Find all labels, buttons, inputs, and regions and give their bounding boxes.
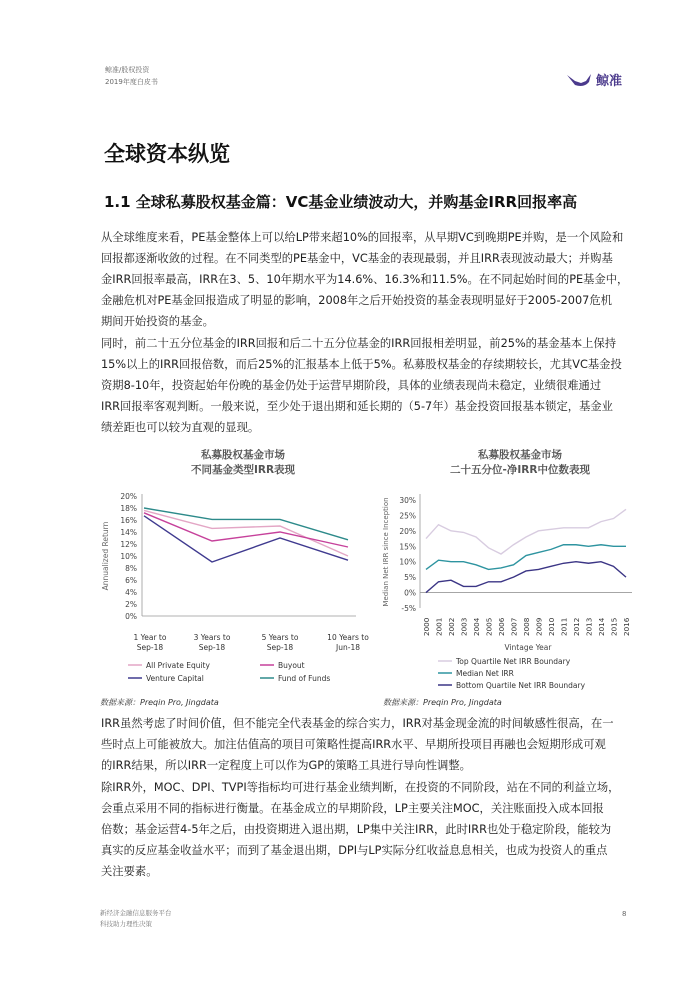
- y-tick-label: 8%: [125, 564, 137, 573]
- y-tick-label: 6%: [125, 576, 137, 585]
- y-tick-label: 5%: [404, 573, 416, 583]
- header-line1: 鲸准/股权投资: [105, 66, 150, 74]
- x-tick-label: 2002: [447, 617, 456, 636]
- x-tick-label: 2000: [422, 617, 431, 636]
- x-tick-label: 2012: [572, 617, 581, 636]
- y-tick-label: 4%: [125, 588, 137, 597]
- text-line: 同时，前二十五分位基金的IRR回报和后二十五分位基金的IRR回报相差明显，前25%的基金基本上保持: [101, 337, 617, 350]
- text-line: 15%以上的IRR回报倍数，而后25%的汇报基本上低于5%。私募股权基金的存续期较长，尤其VC基金投: [101, 358, 622, 371]
- document-footer: [100, 908, 172, 930]
- x-tick-label: 10 Years to: [327, 633, 369, 642]
- legend-label: Top Quartile Net IRR Boundary: [456, 657, 571, 666]
- text-line: 除IRR外，MOC、DPI、TVPI等指标均可进行基金业绩判断，在投资的不同阶段，站在不同的利益立场，: [101, 781, 620, 794]
- text-line: 真实的反应基金收益水平；而到了基金退出期，DPI与LP实际分红收益息息相关，也成为投资人的重点: [101, 844, 608, 857]
- x-tick-label: Sep-18: [266, 643, 294, 652]
- brand-logo: [566, 70, 622, 89]
- footer-line1: 新经济金融信息服务平台: [100, 909, 172, 917]
- paragraph-2: [101, 333, 636, 438]
- x-tick-label: 2003: [459, 617, 469, 636]
- legend-label: Median Net IRR: [456, 669, 514, 678]
- y-tick-label: 14%: [120, 528, 137, 537]
- x-tick-label: 2008: [522, 617, 531, 636]
- y-tick-label: 18%: [120, 504, 137, 513]
- text-line: 会重点采用不同的指标进行衡量。在基金成立的早期阶段，LP主要关注MOC，关注账面投入成本回报: [101, 802, 604, 815]
- text-line: 金IRR回报率最高，IRR在3、5、10年期水平为14.6%、16.3%和11.5%。在不同起始时间的PE基金中，: [101, 273, 629, 286]
- chart-left-title-line1: 私募股权基金市场: [201, 449, 285, 461]
- chart-right-source: 数据来源：Preqin Pro, Jingdata: [383, 698, 502, 707]
- x-tick-label: 1 Year to: [133, 633, 167, 642]
- y-tick-label: 12%: [120, 540, 137, 549]
- y-tick-label: 30%: [399, 496, 416, 505]
- x-axis-title: Vintage Year: [504, 643, 552, 652]
- series-line-all-private-equity: [144, 510, 348, 556]
- y-tick-label: 20%: [120, 492, 137, 501]
- series-line-top-quartile-net-irr-boundary: [426, 509, 626, 554]
- chart-left-source: 数据来源：Preqin Pro, Jingdata: [100, 698, 219, 707]
- text-line: 回报都逐渐收敛的过程。在不同类型的PE基金中，VC基金的表现最弱，并且IRR表现波动最大；并购基: [101, 252, 613, 265]
- y-tick-label: 16%: [120, 516, 137, 525]
- header-line2: 2019年度白皮书: [105, 78, 158, 86]
- paragraph-3: [101, 713, 636, 776]
- x-tick-label: 3 Years to: [193, 633, 231, 642]
- y-tick-label: 0%: [125, 612, 137, 621]
- y-tick-label: 10%: [120, 552, 137, 561]
- text-line: 绩差距也可以较为直观的显现。: [101, 421, 260, 434]
- chart-right-svg: [380, 444, 638, 696]
- x-tick-label: 2014: [597, 617, 606, 636]
- chart-left-svg: [98, 444, 383, 694]
- y-axis-title: Median Net IRR since Inception: [382, 497, 390, 607]
- text-line: IRR虽然考虑了时间价值，但不能完全代表基金的综合实力，IRR对基金现金流的时间敏感性很高，在一: [101, 717, 614, 730]
- y-tick-label: 10%: [399, 557, 416, 567]
- text-line: 金融危机对PE基金回报造成了明显的影响，2008年之后开始投资的基金表现明显好于2005-2007危机: [101, 294, 612, 307]
- chart-left-irr-by-fund-type: [98, 444, 383, 694]
- chart-right-quartile-irr: [380, 444, 638, 696]
- x-tick-label: 2006: [497, 617, 506, 636]
- y-tick-label: 0%: [404, 588, 416, 598]
- y-tick-label: 25%: [399, 511, 416, 521]
- series-line-bottom-quartile-net-irr-boundary: [426, 562, 626, 593]
- legend-label: All Private Equity: [146, 661, 210, 670]
- y-axis-title: Annualized Return: [101, 521, 110, 591]
- x-tick-label: 2011: [559, 617, 569, 636]
- document-header: [105, 64, 158, 88]
- x-tick-label: 2001: [434, 617, 444, 636]
- x-tick-label: 2016: [622, 617, 631, 636]
- series-line-fund-of-funds: [144, 508, 348, 540]
- y-tick-label: 20%: [399, 526, 416, 536]
- chart-left-title-line2: 不同基金类型IRR表现: [190, 464, 296, 476]
- chart-right-title-line1: 私募股权基金市场: [478, 449, 562, 461]
- series-line-venture-capital: [144, 516, 348, 562]
- x-tick-label: Sep-18: [198, 643, 226, 652]
- text-line: 些时点上可能被放大。加注估值高的项目可策略性提高IRR水平、早期所投项目再融也会短期形成可观: [101, 738, 606, 751]
- x-tick-label: Sep-18: [136, 643, 164, 652]
- y-tick-label: 15%: [399, 542, 416, 552]
- x-tick-label: 5 Years to: [261, 633, 299, 642]
- text-line: 倍数；基金运营4-5年之后，由投资期进入退出期，LP集中关注IRR，此时IRR也处于稳定阶段，能较为: [101, 823, 612, 836]
- text-line: 关注要素。: [101, 865, 158, 878]
- x-tick-label: 2005: [484, 617, 494, 636]
- subsection-title: 1.1 全球私募股权基金篇：VC基金业绩波动大，并购基金IRR回报率高: [104, 193, 578, 211]
- y-tick-label: 2%: [125, 600, 137, 609]
- text-line: IRR回报率客观判断。一般来说，至少处于退出期和延长期的（5-7年）基金投资回报基本锁定，基金业: [101, 400, 613, 413]
- section-title: 全球资本纵览: [104, 142, 230, 166]
- legend-label: Venture Capital: [146, 674, 204, 683]
- text-line: 期间开始投资的基金。: [101, 315, 214, 328]
- series-line-median-net-irr: [426, 545, 626, 570]
- page-number: 8: [622, 910, 627, 918]
- paragraph-1: [101, 227, 636, 332]
- x-tick-label: 2007: [509, 617, 519, 636]
- whale-logo-icon: [566, 72, 592, 88]
- paragraph-4: [101, 777, 636, 882]
- footer-line2: 科技助力理性决策: [100, 920, 152, 928]
- text-line: 从全球维度来看，PE基金整体上可以给LP带来超10%的回报率，从早期VC到晚期PE并购，是一个风险和: [101, 231, 624, 244]
- x-tick-label: Jun-18: [336, 643, 360, 652]
- text-line: 的IRR结果，所以IRR一定程度上可以作为GP的策略工具进行导向性调整。: [101, 759, 471, 772]
- x-tick-label: 2009: [534, 617, 544, 636]
- text-line: 资期8-10年，投资起始年份晚的基金仍处于运营早期阶段，具体的业绩表现尚未稳定，业绩很难通过: [101, 379, 602, 392]
- x-tick-label: 2015: [609, 617, 619, 636]
- x-tick-label: 2010: [547, 617, 556, 636]
- y-tick-label: -5%: [401, 604, 416, 613]
- legend-label: Buyout: [278, 661, 305, 670]
- legend-label: Bottom Quartile Net IRR Boundary: [456, 681, 586, 690]
- chart-right-title-line2: 二十五分位-净IRR中位数表现: [450, 464, 590, 476]
- legend-label: Fund of Funds: [278, 674, 331, 683]
- x-tick-label: 2013: [584, 617, 594, 636]
- x-tick-label: 2004: [472, 617, 481, 636]
- logo-text: 鲸准: [596, 74, 623, 89]
